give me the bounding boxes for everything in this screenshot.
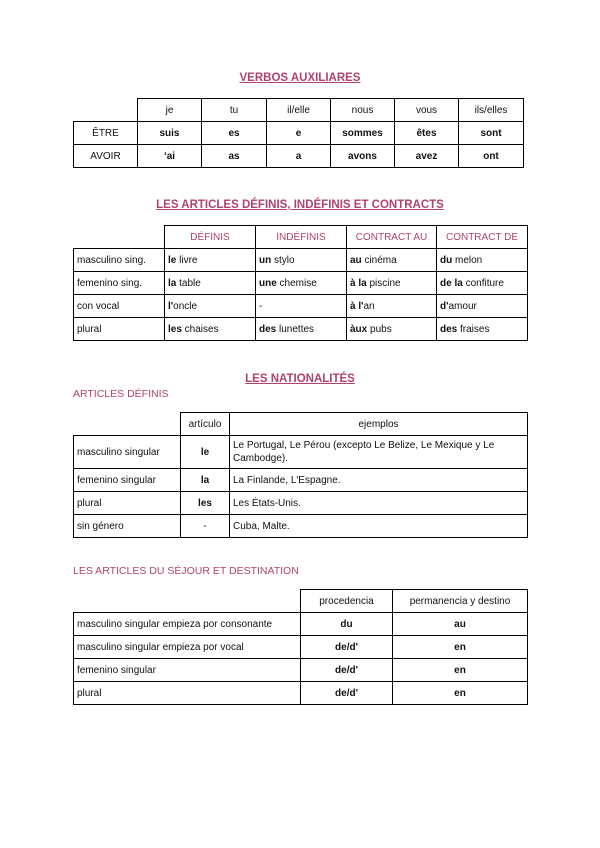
destino-cell: en xyxy=(393,682,528,705)
row-label: plural xyxy=(74,318,165,341)
examples-cell: Le Portugal, Le Pérou (excepto Le Belize, Le Mexique y Le Cambodge). xyxy=(230,436,528,469)
sejour-subtitle: LES ARTICLES DU SÉJOUR ET DESTINATION xyxy=(73,565,299,577)
noun: fraises xyxy=(457,323,490,335)
blank-cell xyxy=(74,226,165,249)
procedencia-cell: de/d' xyxy=(301,636,393,659)
blank-cell xyxy=(74,413,181,436)
examples-cell: Cuba, Malte. xyxy=(230,515,528,538)
article-example xyxy=(347,318,437,341)
articles-title: LES ARTICLES DÉFINIS, INDÉFINIS ET CONTRACTS xyxy=(156,199,444,211)
noun: livre xyxy=(176,254,198,266)
row-label: masculino singular empieza por consonante xyxy=(74,613,301,636)
row-label: femenino sing. xyxy=(74,272,165,295)
article-cell: - xyxy=(181,515,230,538)
verb-form: e xyxy=(267,122,331,145)
verb-form: sont xyxy=(459,122,524,145)
article-example xyxy=(437,295,528,318)
noun: chaises xyxy=(181,323,219,335)
verbos-table xyxy=(73,98,524,168)
article-example xyxy=(347,249,437,272)
procedencia-cell: de/d' xyxy=(301,682,393,705)
article-example xyxy=(256,318,347,341)
verb-form: ‘ai xyxy=(138,145,202,168)
noun: - xyxy=(259,300,263,312)
header-cell: artículo xyxy=(181,413,230,436)
verb-form: a xyxy=(267,145,331,168)
article-example xyxy=(347,295,437,318)
row-label: AVOIR xyxy=(74,145,138,168)
header-cell: ils/elles xyxy=(459,99,524,122)
article: à la xyxy=(350,277,367,289)
nationalites-subtitle: ARTICLES DÉFINIS xyxy=(73,388,169,400)
blank-cell xyxy=(74,590,301,613)
verb-form: as xyxy=(202,145,267,168)
noun: chemise xyxy=(276,277,317,289)
header-cell: ejemplos xyxy=(230,413,528,436)
verb-form: avez xyxy=(395,145,459,168)
article: la xyxy=(168,277,177,289)
verb-form: suis xyxy=(138,122,202,145)
destino-cell: au xyxy=(393,613,528,636)
article: des xyxy=(440,323,458,335)
row-label: femenino singular xyxy=(74,469,181,492)
article-example xyxy=(437,318,528,341)
article: à l' xyxy=(350,300,364,312)
noun: oncle xyxy=(173,300,198,312)
article-example xyxy=(165,318,256,341)
header-cell: permanencia y destino xyxy=(393,590,528,613)
article: de la xyxy=(440,277,463,289)
procedencia-cell: de/d' xyxy=(301,659,393,682)
article-cell: le xyxy=(181,436,230,469)
blank-cell xyxy=(74,99,138,122)
noun: cinéma xyxy=(361,254,397,266)
destino-cell: en xyxy=(393,636,528,659)
article-example xyxy=(347,272,437,295)
verb-form: avons xyxy=(331,145,395,168)
article: le xyxy=(168,254,177,266)
article-cell: la xyxy=(181,469,230,492)
verb-form: êtes xyxy=(395,122,459,145)
row-label: ÊTRE xyxy=(74,122,138,145)
article-example xyxy=(256,272,347,295)
verb-form: es xyxy=(202,122,267,145)
header-cell: je xyxy=(138,99,202,122)
noun: melon xyxy=(452,254,483,266)
article-example xyxy=(165,295,256,318)
noun: lunettes xyxy=(276,323,315,335)
examples-cell: La Finlande, L'Espagne. xyxy=(230,469,528,492)
nationalites-table xyxy=(73,412,528,538)
row-label: masculino singular empieza por vocal xyxy=(74,636,301,659)
row-label: con vocal xyxy=(74,295,165,318)
row-label: plural xyxy=(74,682,301,705)
row-label: plural xyxy=(74,492,181,515)
header-cell: CONTRACT DE xyxy=(437,226,528,249)
noun: piscine xyxy=(366,277,401,289)
row-label: masculino sing. xyxy=(74,249,165,272)
article: du xyxy=(440,254,453,266)
noun: confiture xyxy=(462,277,504,289)
verb-form: sommes xyxy=(331,122,395,145)
header-cell: DÉFINIS xyxy=(165,226,256,249)
article: àux xyxy=(350,323,368,335)
verbos-title: VERBOS AUXILIARES xyxy=(239,72,361,84)
sejour-table xyxy=(73,589,528,705)
article-example xyxy=(256,295,347,318)
article: l' xyxy=(168,300,174,312)
verb-form: ont xyxy=(459,145,524,168)
examples-cell: Les États-Unis. xyxy=(230,492,528,515)
article-example xyxy=(256,249,347,272)
header-cell: procedencia xyxy=(301,590,393,613)
article: une xyxy=(259,277,277,289)
row-label: femenino singular xyxy=(74,659,301,682)
header-cell: vous xyxy=(395,99,459,122)
article: des xyxy=(259,323,277,335)
header-cell: il/elle xyxy=(267,99,331,122)
article-example xyxy=(437,249,528,272)
article: un xyxy=(259,254,272,266)
noun: table xyxy=(176,277,201,289)
row-label: masculino singular xyxy=(74,436,181,469)
header-cell: INDÉFINIS xyxy=(256,226,347,249)
nationalites-title: LES NATIONALITÉS xyxy=(245,373,355,385)
row-label: sin género xyxy=(74,515,181,538)
article-example xyxy=(165,272,256,295)
article: d' xyxy=(440,300,449,312)
articles-table xyxy=(73,225,528,341)
article-cell: les xyxy=(181,492,230,515)
article: au xyxy=(350,254,362,266)
destino-cell: en xyxy=(393,659,528,682)
header-cell: nous xyxy=(331,99,395,122)
header-cell: tu xyxy=(202,99,267,122)
article-example xyxy=(437,272,528,295)
article: les xyxy=(168,323,182,335)
header-cell: CONTRACT AU xyxy=(347,226,437,249)
article-example xyxy=(165,249,256,272)
noun: pubs xyxy=(367,323,392,335)
noun: stylo xyxy=(271,254,295,266)
noun: amour xyxy=(448,300,477,312)
noun: an xyxy=(363,300,375,312)
procedencia-cell: du xyxy=(301,613,393,636)
